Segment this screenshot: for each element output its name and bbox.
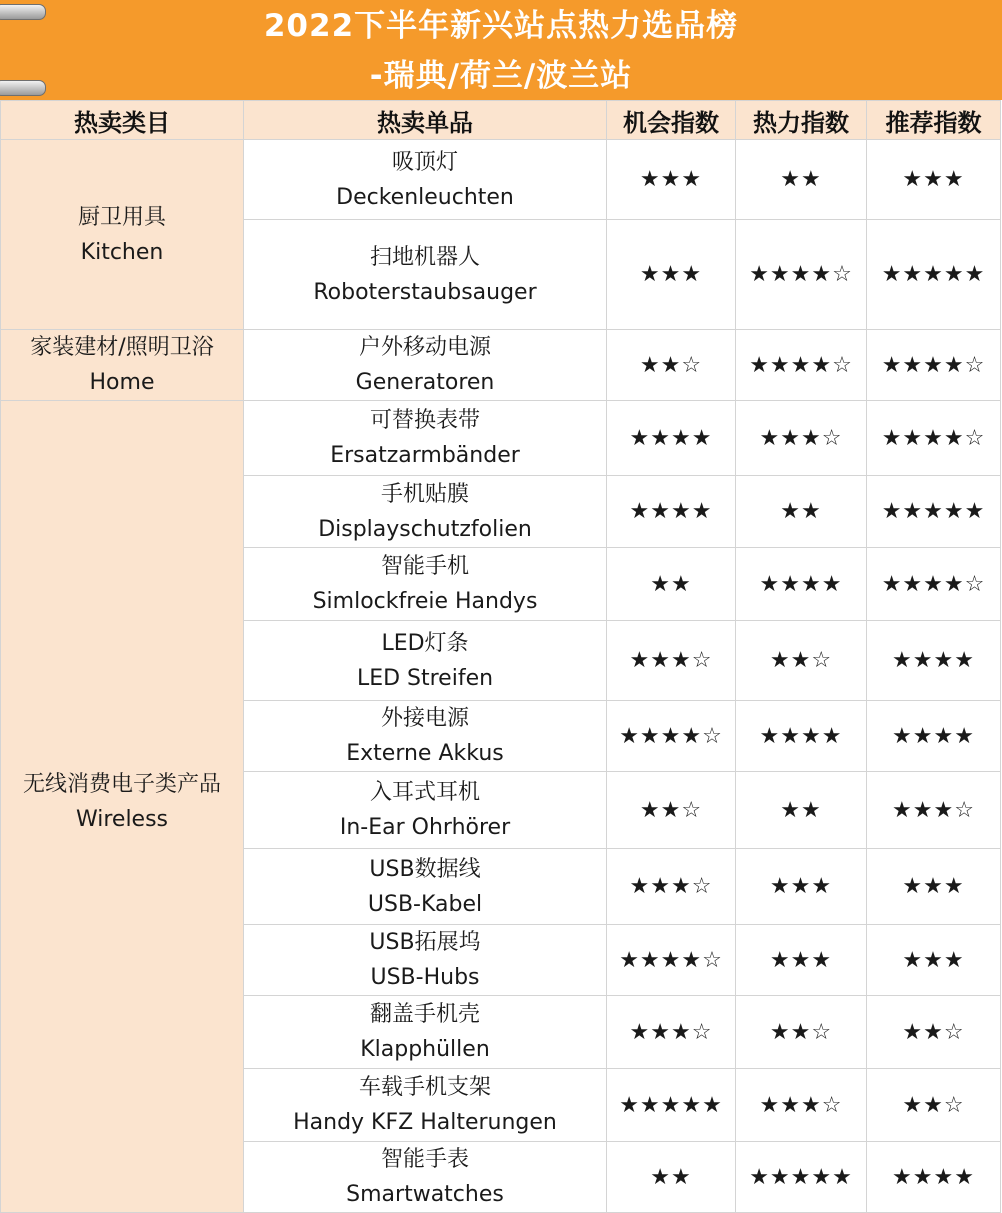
recommend-rating: ★★★ [867,925,1001,996]
product-cell [244,220,607,330]
heat-rating: ★★★ [736,925,867,996]
recommend-rating: ★★★★☆ [867,330,1001,401]
heat-rating: ★★ [736,140,867,220]
category-cell-wireless [1,401,244,1213]
recommend-rating: ★★★★☆ [867,401,1001,476]
column-header-category: 热卖类目 [1,101,244,140]
opportunity-rating: ★★★☆ [607,849,736,925]
opportunity-rating: ★★ [607,1142,736,1213]
product-cell [244,330,607,401]
recommend-rating: ★★★ [867,140,1001,220]
page-title: 2022下半年新兴站点热力选品榜 [263,8,739,44]
heat-rating: ★★ [736,476,867,548]
product-name-zh: 外接电源 [380,706,469,731]
heat-rating: ★★★☆ [736,401,867,476]
title-banner [0,0,1002,100]
heat-rating: ★★☆ [736,996,867,1069]
product-name-zh: 手机贴膜 [380,481,469,507]
product-name-zh: 吸顶灯 [391,149,458,175]
product-cell [244,925,607,996]
table-row [1,140,1001,220]
product-name-zh: 户外移动电源 [358,335,491,360]
opportunity-rating: ★★ [607,548,736,621]
opportunity-rating: ★★★★ [607,401,736,476]
product-name-zh: LED灯条 [381,630,469,656]
category-cell-kitchen [1,140,244,330]
page-subtitle: -瑞典/荷兰/波兰站 [369,58,633,94]
column-header-heat: 热力指数 [736,101,867,140]
category-name-zh: 家装建材/照明卫浴 [30,335,214,360]
recommend-rating: ★★★ [867,849,1001,925]
product-name-zh: 可替换表带 [369,408,480,433]
product-name-zh: 翻盖手机壳 [369,1002,480,1027]
product-name-en: Klapphüllen [360,1037,490,1062]
opportunity-rating: ★★★★☆ [607,925,736,996]
product-name-en: Handy KFZ Halterungen [293,1110,557,1135]
column-header-recommend: 推荐指数 [867,101,1001,140]
product-name-en: Deckenleuchten [336,184,514,210]
table-row [1,401,1001,476]
product-name-zh: 智能手机 [380,554,469,579]
product-cell [244,476,607,548]
product-name-zh: 扫地机器人 [369,244,480,270]
product-name-en: USB-Kabel [367,891,483,917]
opportunity-rating: ★★★ [607,140,736,220]
recommend-rating: ★★★★ [867,1142,1001,1213]
heat-rating: ★★ [736,772,867,849]
recommend-rating: ★★★★☆ [867,548,1001,621]
table-header-row [1,101,1001,140]
heat-rating: ★★★★★ [736,1142,867,1213]
product-cell [244,849,607,925]
product-name-zh: 入耳式耳机 [369,780,480,805]
category-name-en: Kitchen [80,239,164,265]
opportunity-rating: ★★★★★ [607,1069,736,1142]
column-header-product: 热卖单品 [244,101,607,140]
category-name-en: Wireless [75,807,169,832]
product-cell [244,621,607,701]
product-name-zh: USB拓展坞 [369,930,481,955]
product-name-zh: 车载手机支架 [358,1075,491,1100]
table-row [1,330,1001,401]
opportunity-rating: ★★☆ [607,772,736,849]
product-name-en: Externe Akkus [346,741,504,766]
category-name-zh: 无线消费电子类产品 [22,772,221,797]
product-cell [244,1069,607,1142]
column-header-opportunity: 机会指数 [607,101,736,140]
product-cell [244,996,607,1069]
product-name-en: In-Ear Ohrhörer [339,815,511,840]
category-name-zh: 厨卫用具 [77,204,166,230]
product-name-en: Generatoren [355,370,495,395]
product-cell [244,548,607,621]
recommend-rating: ★★☆ [867,1069,1001,1142]
heat-rating: ★★★★ [736,701,867,772]
product-name-en: Smartwatches [346,1182,504,1207]
recommend-rating: ★★★★ [867,701,1001,772]
product-name-en: LED Streifen [356,665,494,691]
product-name-zh: USB数据线 [369,856,481,882]
product-name-en: Ersatzarmbänder [330,443,520,468]
opportunity-rating: ★★★☆ [607,621,736,701]
heat-rating: ★★★☆ [736,1069,867,1142]
opportunity-rating: ★★★ [607,220,736,330]
product-name-zh: 智能手表 [380,1147,469,1172]
recommend-rating: ★★★★★ [867,476,1001,548]
heat-rating: ★★★★☆ [736,220,867,330]
heat-rating: ★★★★ [736,548,867,621]
opportunity-rating: ★★☆ [607,330,736,401]
recommend-rating: ★★☆ [867,996,1001,1069]
product-name-en: USB-Hubs [370,965,480,990]
recommend-rating: ★★★★★ [867,220,1001,330]
product-name-en: Displayschutzfolien [318,516,532,542]
product-cell [244,140,607,220]
heat-rating: ★★★★☆ [736,330,867,401]
recommend-rating: ★★★★ [867,621,1001,701]
product-ranking-table [0,100,1001,1213]
product-name-en: Simlockfreie Handys [312,589,538,614]
opportunity-rating: ★★★☆ [607,996,736,1069]
product-cell [244,701,607,772]
category-name-en: Home [89,370,155,395]
heat-rating: ★★★ [736,849,867,925]
product-cell [244,401,607,476]
product-name-en: Roboterstaubsauger [313,279,537,305]
opportunity-rating: ★★★★☆ [607,701,736,772]
product-cell [244,772,607,849]
product-cell [244,1142,607,1213]
opportunity-rating: ★★★★ [607,476,736,548]
recommend-rating: ★★★☆ [867,772,1001,849]
category-cell-home [1,330,244,401]
heat-rating: ★★☆ [736,621,867,701]
